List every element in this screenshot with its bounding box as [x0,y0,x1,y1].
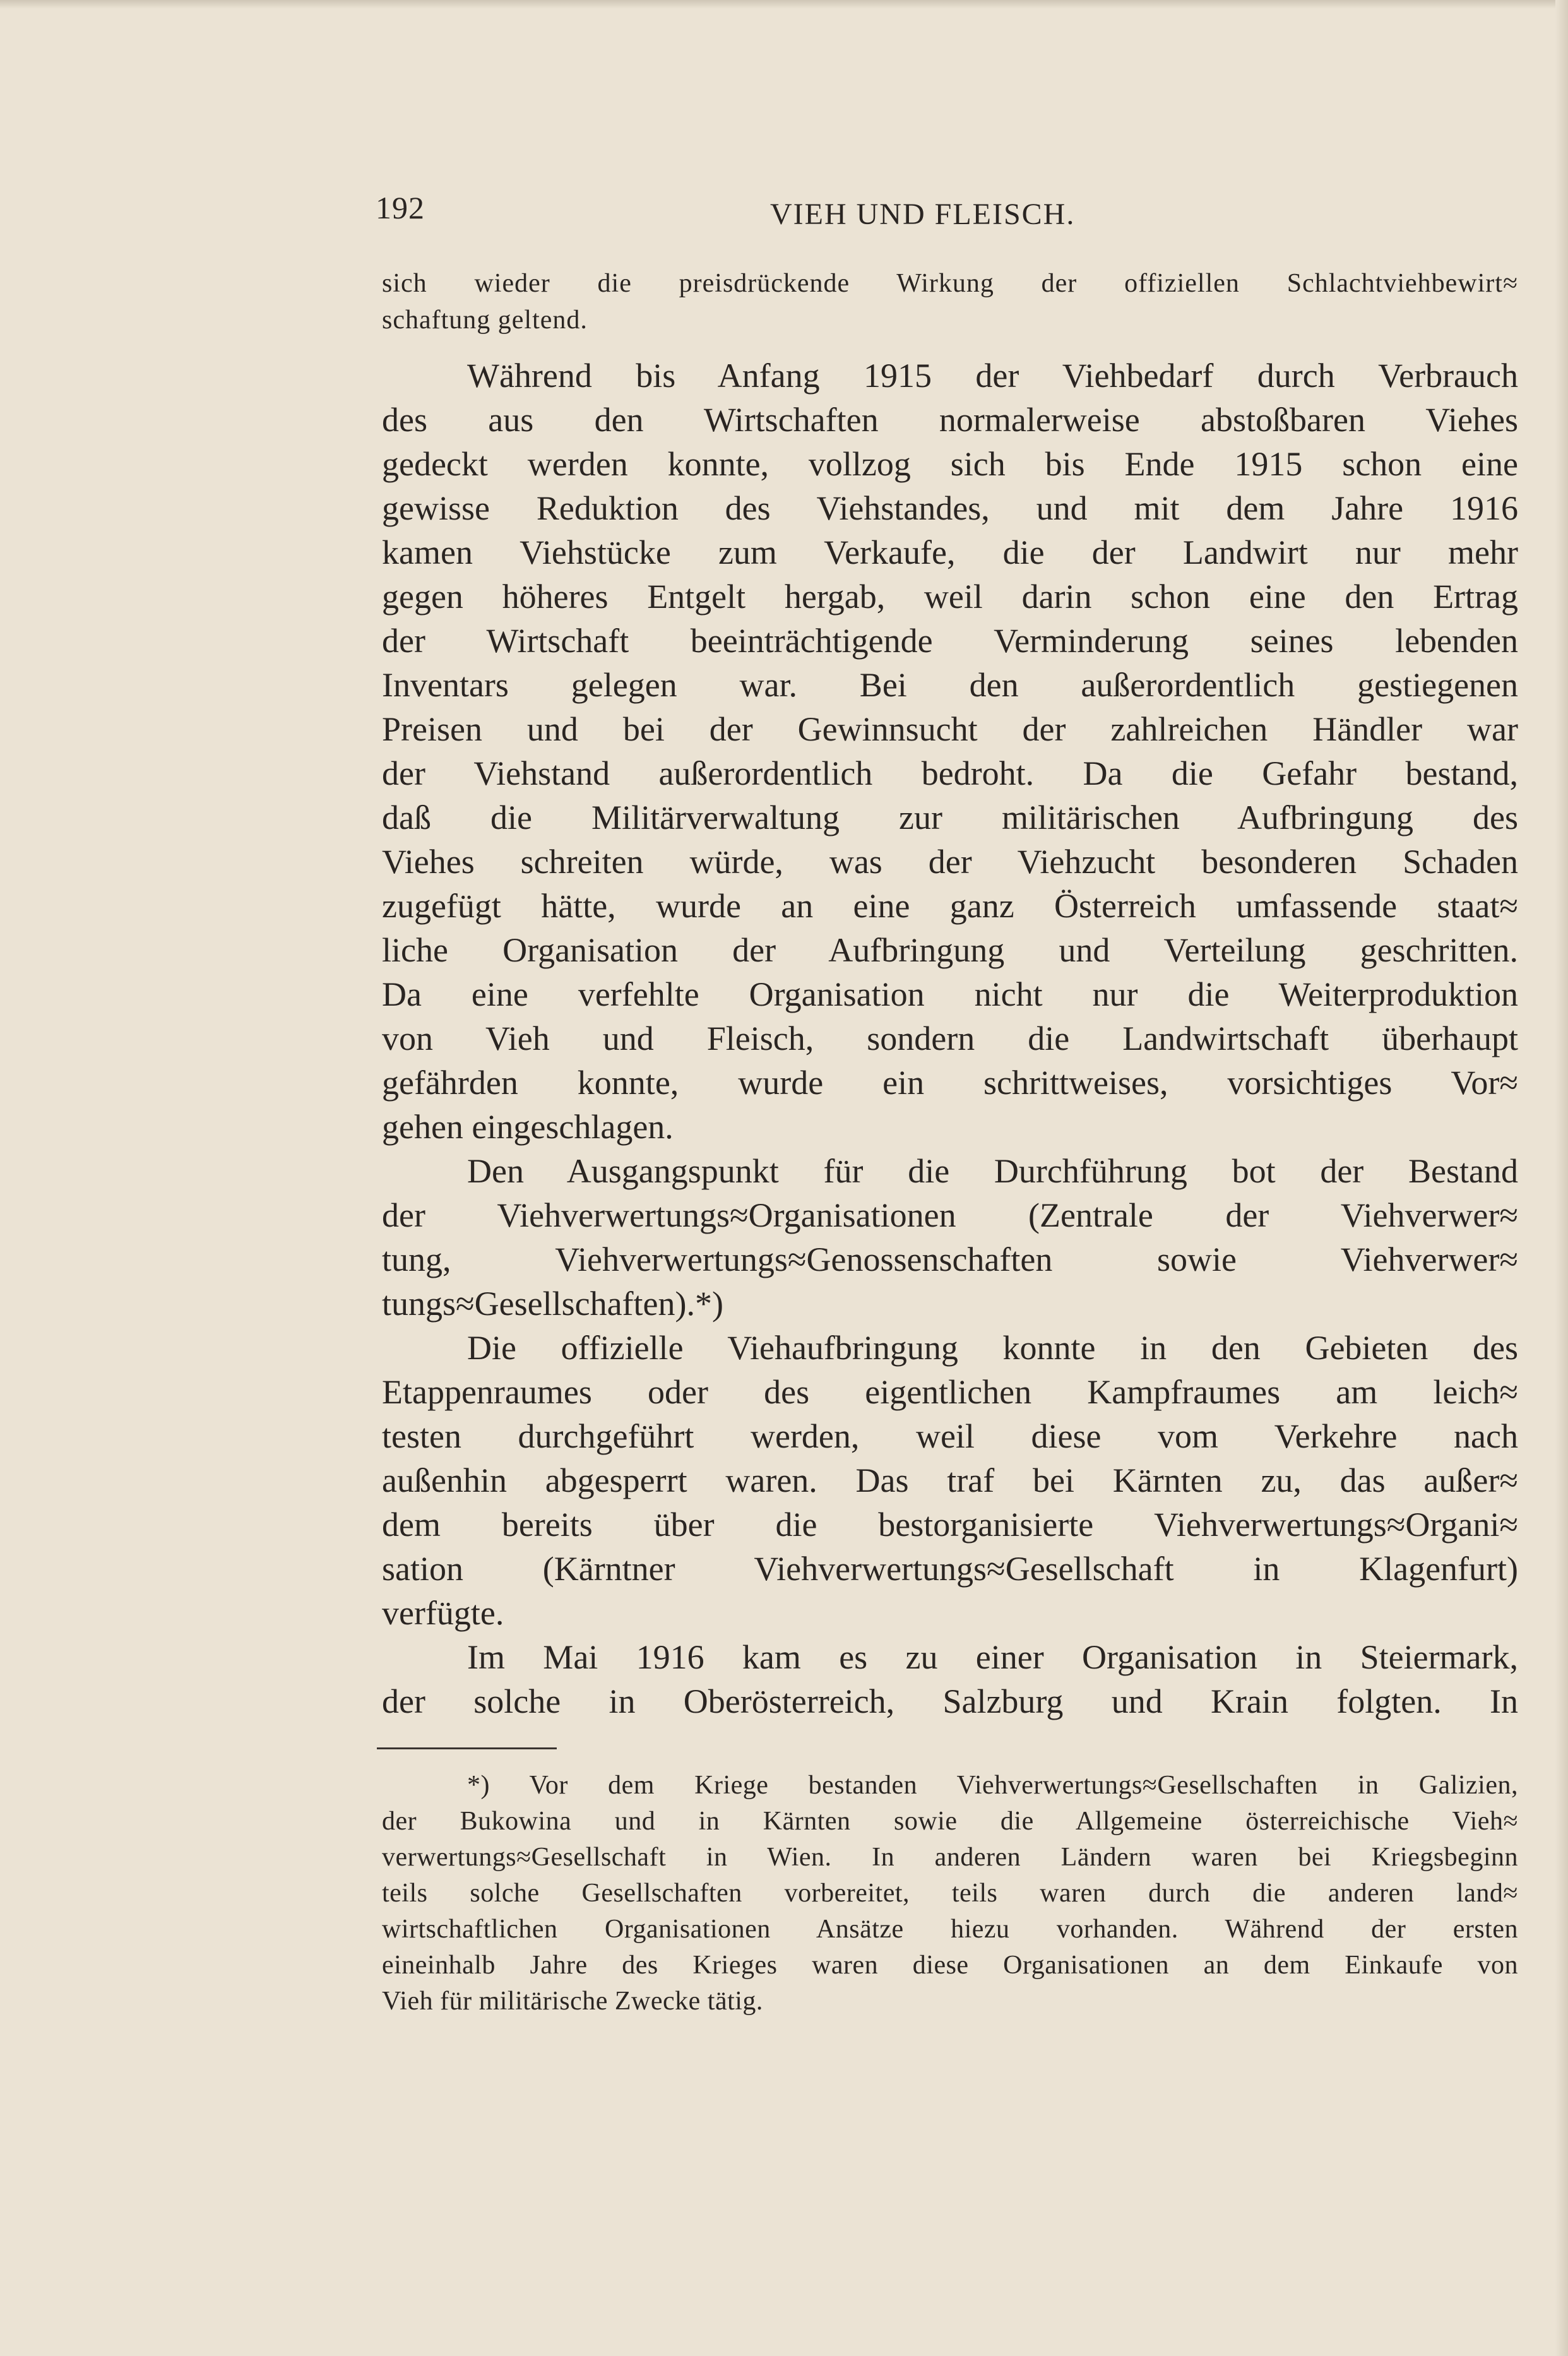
text-line: der Viehverwertungs≈Organisationen (Zentrale der Viehverwer≈ [382,1196,1518,1234]
footnote-line: der Bukowina und in Kärnten sowie die Allgemeine österreichische Vieh≈ [382,1807,1518,1836]
text-line: daß die Militärverwaltung zur militärischen Aufbringung des [382,799,1518,836]
text-line: sich wieder die preisdrückende Wirkung der offiziellen Schlachtviehbewirt≈ [382,269,1518,298]
text-line: tung, Viehverwertungs≈Genossenschaften sowie Viehverwer≈ [382,1240,1518,1278]
text-line: Während bis Anfang 1915 der Viehbedarf durch Verbrauch [467,357,1518,395]
text-line: Inventars gelegen war. Bei den außerordentlich gestiegenen [382,666,1518,704]
page-right-edge [1555,0,1568,2356]
text-line: sation (Kärntner Viehverwertungs≈Gesellschaft in Klagenfurt) [382,1550,1518,1588]
text-line: zugefügt hätte, wurde an eine ganz Österreich umfassende staat≈ [382,887,1518,925]
text-line: Den Ausgangspunkt für die Durchführung bot der Bestand [467,1152,1518,1190]
footnote-line: Vieh für militärische Zwecke tätig. [382,1987,763,2016]
text-line: außenhin abgesperrt waren. Das traf bei Kärnten zu, das außer≈ [382,1461,1518,1499]
text-line: Da eine verfehlte Organisation nicht nur die Weiterproduktion [382,975,1518,1013]
intro-paragraph [382,265,1518,338]
page-header [376,189,1524,240]
footnote-line: eineinhalb Jahre des Krieges waren diese Organisationen an dem Einkaufe von [382,1951,1518,1980]
footnote-line: teils solche Gesellschaften vorbereitet, teils waren durch die anderen land≈ [382,1879,1518,1908]
footnote-line: verwertungs≈Gesellschaft in Wien. In anderen Ländern waren bei Kriegsbeginn [382,1843,1518,1872]
text-line: dem bereits über die bestorganisierte Viehverwertungs≈Organi≈ [382,1506,1518,1544]
footnote-line: wirtschaftlichen Organisationen Ansätze hiezu vorhanden. Während der ersten [382,1915,1518,1944]
running-head: VIEH UND FLEISCH. [770,198,1076,231]
text-line: der solche in Oberösterreich, Salzburg und Krain folgten. In [382,1682,1518,1720]
page-number: 192 [376,190,425,225]
page-top-edge [0,0,1568,9]
text-line: liche Organisation der Aufbringung und Verteilung geschritten. [382,931,1518,969]
text-line: der Viehstand außerordentlich bedroht. Da die Gefahr bestand, [382,754,1518,792]
text-line: testen durchgeführt werden, weil diese vom Verkehre nach [382,1417,1518,1455]
text-line: gegen höheres Entgelt hergab, weil darin schon eine den Ertrag [382,578,1518,616]
text-line: des aus den Wirtschaften normalerweise abstoßbaren Viehes [382,401,1518,439]
text-line: der Wirtschaft beeinträchtigende Verminderung seines lebenden [382,622,1518,660]
footnote-line: *) Vor dem Kriege bestanden Viehverwertungs≈Gesellschaften in Galizien, [467,1771,1518,1800]
footnote-rule [377,1747,557,1749]
text-line: gedeckt werden konnte, vollzog sich bis Ende 1915 schon eine [382,445,1518,483]
text-line: gehen eingeschlagen. [382,1108,674,1146]
text-line: Preisen und bei der Gewinnsucht der zahlreichen Händler war [382,710,1518,748]
text-line: kamen Viehstücke zum Verkaufe, die der Landwirt nur mehr [382,533,1518,571]
text-line: von Vieh und Fleisch, sondern die Landwirtschaft überhaupt [382,1020,1518,1057]
text-line: verfügte. [382,1594,504,1632]
footnote [382,1768,1518,2020]
text-line: tungs≈Gesellschaften).*) [382,1285,723,1323]
text-line: schaftung geltend. [382,306,588,335]
text-line: gefährden konnte, wurde ein schrittweises, vorsichtiges Vor≈ [382,1064,1518,1102]
text-line: Im Mai 1916 kam es zu einer Organisation in Steiermark, [467,1638,1518,1676]
text-line: Die offizielle Viehaufbringung konnte in den Gebieten des [467,1329,1518,1367]
body-text [382,354,1518,1723]
text-line: Viehes schreiten würde, was der Viehzucht besonderen Schaden [382,843,1518,881]
text-line: Etappenraumes oder des eigentlichen Kampfraumes am leich≈ [382,1373,1518,1411]
text-line: gewisse Reduktion des Viehstandes, und mit dem Jahre 1916 [382,489,1518,527]
